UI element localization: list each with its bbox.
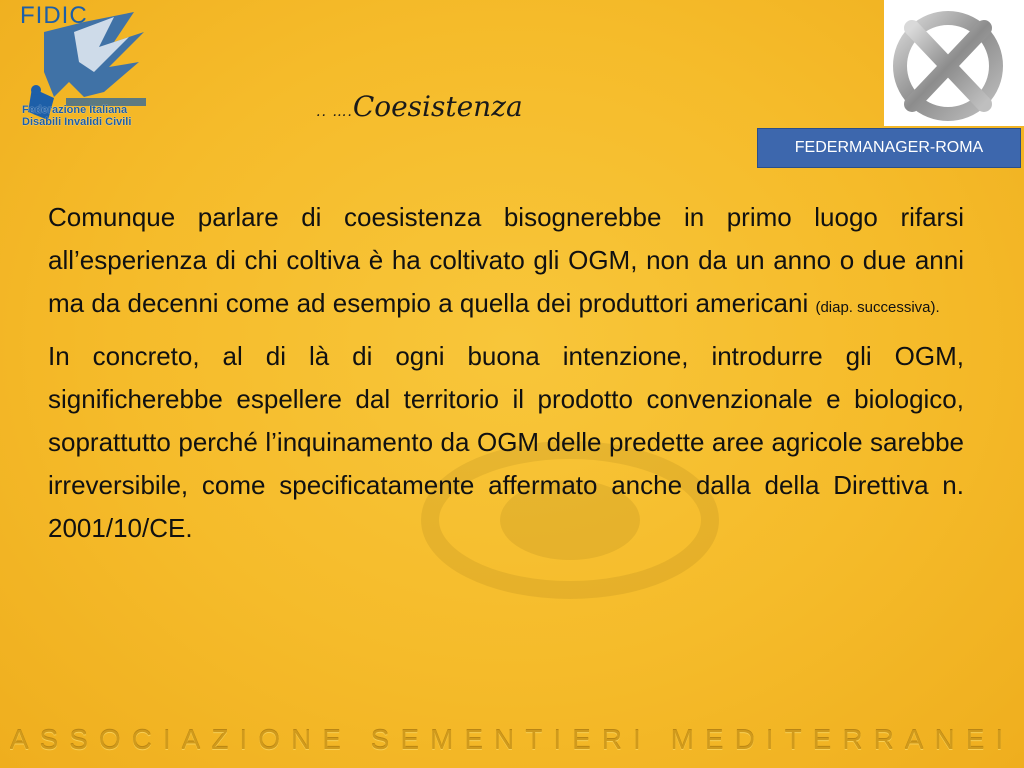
slide-title-prefix: .. ….: [316, 104, 353, 120]
fidic-subtitle-line-1: Federazione Italiana: [22, 104, 128, 116]
federmanager-roma-badge: FEDERMANAGER-ROMA: [757, 128, 1021, 168]
fidic-logo-subtitle: [22, 104, 152, 128]
slide-content: [48, 196, 964, 556]
federmanager-x-circle-icon: [888, 8, 1008, 126]
slide-title-text: Coesistenza: [352, 90, 523, 123]
slide-title: [316, 90, 523, 123]
footer-watermark-text: ASSOCIAZIONE SEMENTIERI MEDITERRANEI: [9, 724, 1015, 755]
paragraph-1-text: Comunque parlare di coesistenza bisognerebbe in primo luogo rifarsi all’esperienza di chi coltiva è ha coltivato gli OGM, non da un anno o due anni ma da decenni come ad esempio a quella dei produttori americani: [48, 202, 964, 318]
fidic-subtitle-line-2: Disabili Invalidi Civili: [22, 116, 132, 128]
paragraph-1-note: (diap. successiva).: [815, 299, 940, 316]
paragraph-2: In concreto, al di là di ogni buona intenzione, introdurre gli OGM, significherebbe espellere dal territorio il prodotto convenzionale e biologico, soprattutto perché l’inquinamento da OGM delle predette aree agricole sarebbe irreversibile, come specificatamente affermato anche dalla della Direttiva n. 2001/10/CE.: [48, 341, 964, 543]
paragraph-1: [48, 196, 964, 329]
fidic-logo-name: FIDIC: [20, 2, 88, 29]
